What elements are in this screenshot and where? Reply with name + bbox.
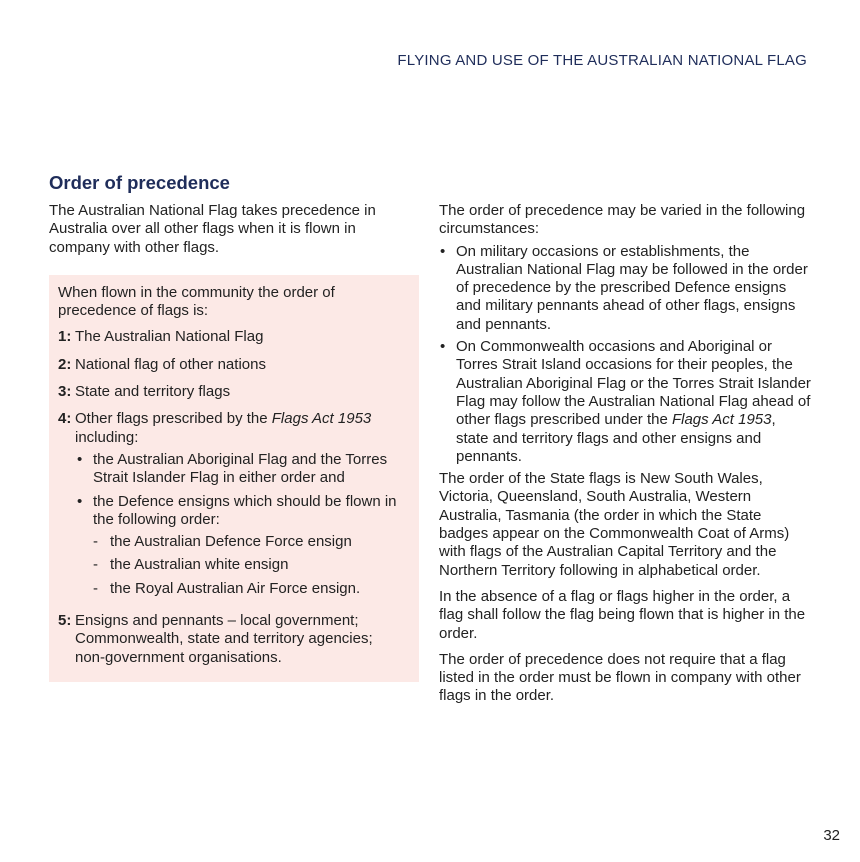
order-number: 1:	[58, 328, 72, 346]
order-number: 2:	[58, 355, 72, 373]
precedence-box	[49, 275, 419, 682]
circumstance-list	[439, 243, 811, 467]
circumstance-text-end: , state and territory flags and other ensigns and pennants.	[456, 411, 776, 465]
order-text	[75, 410, 405, 603]
dash-item	[93, 533, 405, 551]
order-text: National flag of other nations	[75, 355, 266, 373]
box-lead: When flown in the community the order of precedence of flags is:	[58, 283, 335, 320]
bullet-icon: •	[440, 242, 446, 260]
order-item-1	[58, 328, 405, 346]
dash-item	[93, 580, 405, 598]
bullet-icon: •	[440, 338, 446, 356]
circumstance-text: On military occasions or establishments, the Australian National Flag may be followed in the order of precedence by the prescribed Defence ensigns and military pennants ahead of other flags, ensigns and pennants.	[456, 242, 808, 333]
bullet-icon: •	[77, 492, 83, 510]
sub-bullet-list	[75, 451, 405, 598]
order-item-3	[58, 383, 405, 401]
order-text: Ensigns and pennants – local government; Commonwealth, state and territory agencies; non-government organisations.	[75, 612, 373, 666]
dash-text: the Royal Australian Air Force ensign.	[110, 579, 361, 597]
order-item-4	[58, 410, 405, 603]
left-column	[49, 172, 419, 682]
act-title: Flags Act 1953	[671, 411, 772, 429]
dash-icon: -	[93, 579, 98, 597]
order-text-end: including:	[75, 428, 139, 446]
sub-bullet-text: the Defence ensigns which should be flown in the following order:	[93, 492, 397, 528]
sub-bullet-text: the Australian Aboriginal Flag and the Torres Strait Islander Flag in either order and	[93, 450, 388, 487]
order-text: State and territory flags	[75, 383, 231, 401]
state-order-paragraph: The order of the State flags is New South Wales, Victoria, Queensland, South Australia, Western Australia, Tasmania (the order in which the State badges appear on the Commonwealth Coat of Arms) with flags of the Australian Capital Territory and the Northern Territory following in alphabetical order.	[439, 470, 790, 579]
intro-paragraph: The Australian National Flag takes precedence in Australia over all other flags when it is flown in company with other flags.	[49, 202, 376, 256]
right-intro: The order of precedence may be varied in the following circumstances:	[439, 202, 806, 238]
order-number: 5:	[58, 612, 72, 630]
circumstance-item	[439, 243, 811, 334]
bullet-icon: •	[77, 450, 83, 468]
act-title: Flags Act 1953	[271, 410, 372, 428]
circumstance-item	[439, 338, 811, 466]
running-header: FLYING AND USE OF THE AUSTRALIAN NATIONAL FLAG	[397, 52, 807, 69]
not-required-paragraph: The order of precedence does not require that a flag listed in the order must be flown in company with other flags in the order.	[439, 650, 801, 705]
order-text-start: Other flags prescribed by the	[75, 410, 272, 428]
sub-bullet-item	[75, 493, 405, 598]
absence-paragraph: In the absence of a flag or flags higher in the order, a flag shall follow the flag being flown that is higher in the order.	[439, 587, 806, 642]
order-item-5	[58, 612, 405, 667]
order-number: 3:	[58, 383, 72, 401]
sub-bullet-item	[75, 451, 405, 488]
section-title: Order of precedence	[49, 172, 230, 193]
dash-text: the Australian white ensign	[110, 556, 289, 574]
dash-list	[93, 533, 405, 598]
order-item-2	[58, 356, 405, 374]
page-number: 32	[823, 827, 840, 844]
dash-text: the Australian Defence Force ensign	[110, 533, 352, 551]
right-column	[439, 202, 811, 714]
order-number: 4:	[58, 410, 72, 428]
circumstance-text-start: On Commonwealth occasions and Aboriginal or Torres Strait Island occasions for their peoples, the Australian Aboriginal Flag or the Torres Strait Islander Flag may follow the Australian National Flag ahead of other flags prescribed under the	[456, 338, 811, 429]
dash-item	[93, 556, 405, 574]
order-text: The Australian National Flag	[75, 328, 264, 346]
dash-icon: -	[93, 533, 98, 551]
dash-icon: -	[93, 556, 98, 574]
